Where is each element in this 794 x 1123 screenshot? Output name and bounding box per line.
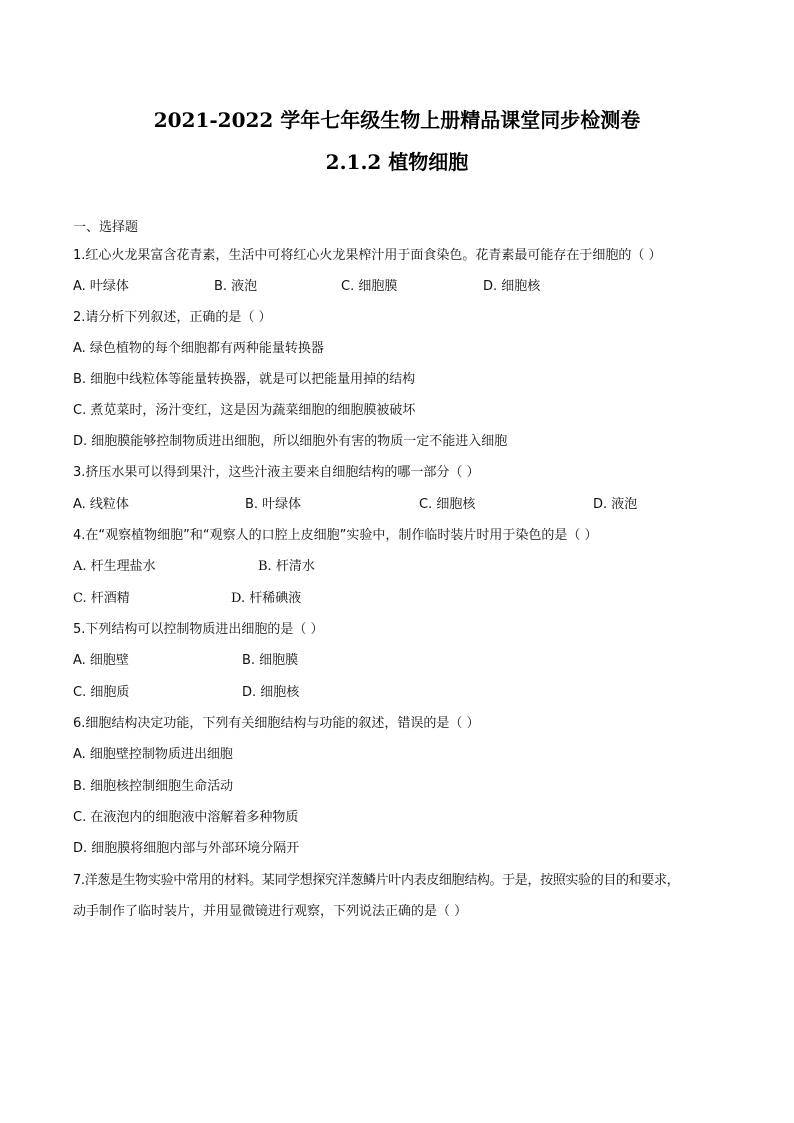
question-4-option-b: B. 杆清水: [258, 559, 315, 574]
question-6-stem: 6.细胞结构决定功能，下列有关细胞结构与功能的叙述，错误的是（ ）: [73, 716, 480, 731]
section-heading: 一、选择题: [73, 220, 139, 235]
question-3-option-c: C. 细胞核: [419, 497, 476, 512]
question-4-option-a: A. 杆生理盐水: [73, 559, 156, 574]
question-2-option-d: D. 细胞膜能够控制物质进出细胞，所以细胞外有害的物质一定不能进入细胞: [73, 434, 508, 449]
document-title: 2021-2022 学年七年级生物上册精品课堂同步检测卷: [153, 108, 641, 132]
question-5-stem: 5.下列结构可以控制物质进出细胞的是（ ）: [73, 622, 324, 637]
question-4-option-d: D. 杆稀碘液: [231, 591, 302, 606]
question-1-option-b: B. 液泡: [214, 279, 258, 294]
question-6-option-c: C. 在液泡内的细胞液中溶解着多种物质: [73, 810, 299, 825]
question-4-stem: 4.在“观察植物细胞”和“观察人的口腔上皮细胞”实验中，制作临时装片时用于染色的是（ ）: [73, 528, 598, 543]
question-7-stem-line-2: 动手制作了临时装片，并用显微镜进行观察，下列说法正确的是（ ）: [73, 904, 468, 919]
question-3-option-a: A. 线粒体: [73, 497, 129, 512]
question-1-option-d: D. 细胞核: [483, 279, 541, 294]
question-2-option-b: B. 细胞中线粒体等能量转换器，就是可以把能量用掉的结构: [73, 372, 416, 387]
question-3-stem: 3.挤压水果可以得到果汁，这些汁液主要来自细胞结构的哪一部分（ ）: [73, 465, 480, 480]
question-7-stem-line-1: 7.洋葱是生物实验中常用的材料。某同学想探究洋葱鳞片叶内表皮细胞结构。于是，按照实验的目的和要求，: [73, 873, 680, 888]
question-2-option-a: A. 绿色植物的每个细胞都有两种能量转换器: [73, 341, 324, 356]
question-4-option-c: C. 杆酒精: [73, 591, 130, 606]
question-6-option-b: B. 细胞核控制细胞生命活动: [73, 779, 234, 794]
question-3-option-b: B. 叶绿体: [245, 497, 302, 512]
question-5-option-a: A. 细胞壁: [73, 653, 129, 668]
question-6-option-d: D. 细胞膜将细胞内部与外部环境分隔开: [73, 841, 300, 856]
question-1-option-a: A. 叶绿体: [73, 279, 129, 294]
question-2-stem: 2.请分析下列叙述，正确的是（ ）: [73, 310, 272, 325]
question-6-option-a: A. 细胞壁控制物质进出细胞: [73, 747, 233, 762]
question-1-stem: 1.红心火龙果富含花青素，生活中可将红心火龙果榨汁用于面食染色。花青素最可能存在于细胞的（ ）: [73, 248, 662, 263]
question-5-option-c: C. 细胞质: [73, 685, 130, 700]
question-5-option-d: D. 细胞核: [242, 685, 300, 700]
document-subtitle: 2.1.2 植物细胞: [325, 150, 469, 174]
question-2-option-c: C. 煮苋菜时，汤汁变红，这是因为蔬菜细胞的细胞膜被破坏: [73, 403, 416, 418]
question-3-option-d: D. 液泡: [593, 497, 638, 512]
question-5-option-b: B. 细胞膜: [242, 653, 299, 668]
question-1-option-c: C. 细胞膜: [341, 279, 398, 294]
